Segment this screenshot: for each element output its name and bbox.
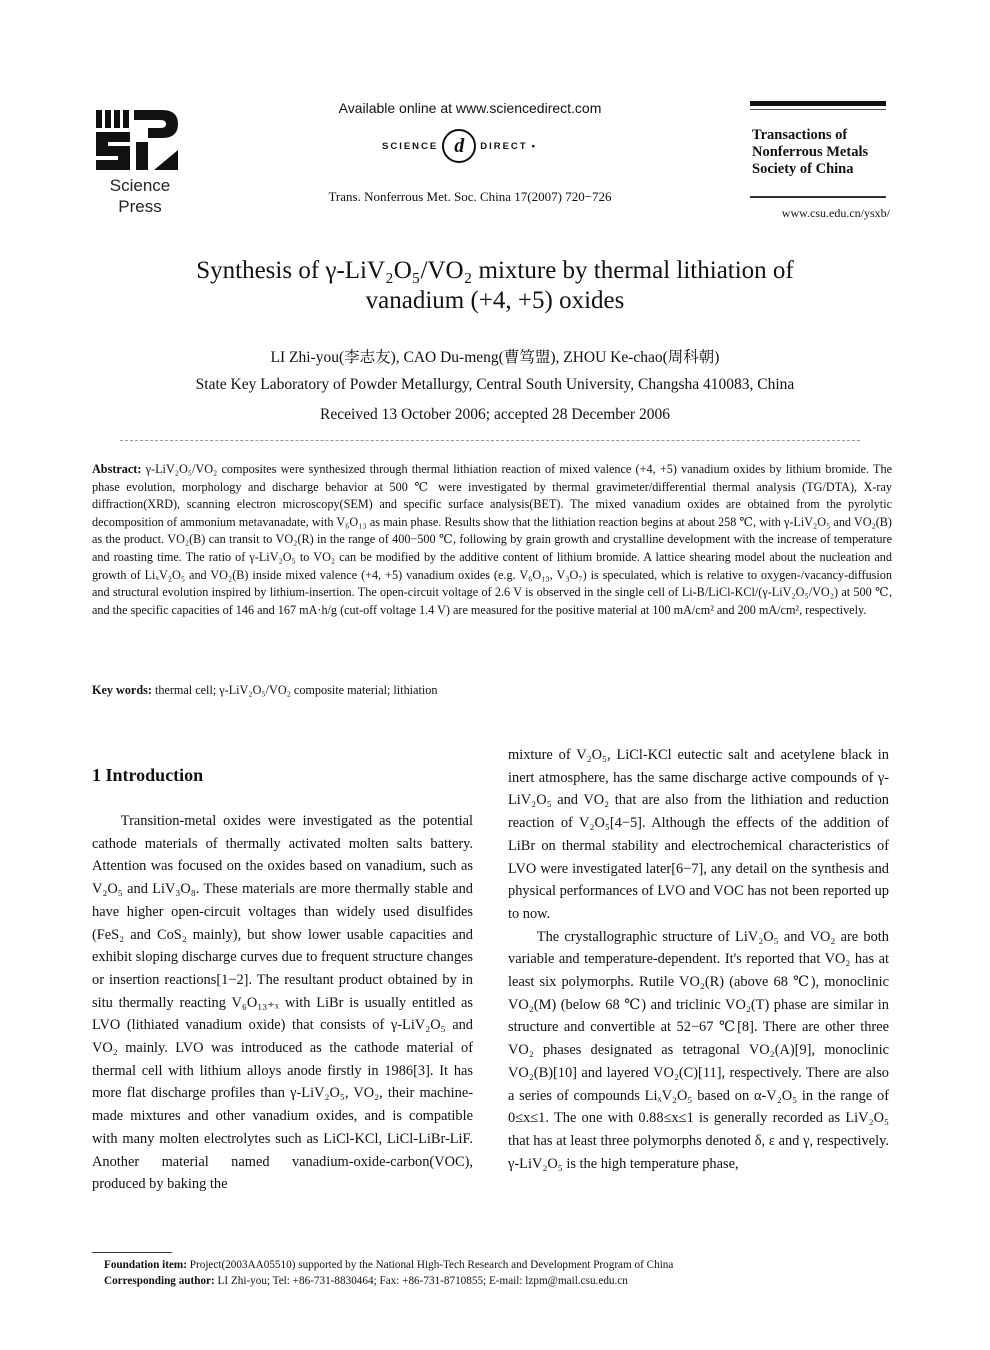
available-online: Available online at www.sciencedirect.com [338,100,602,116]
keywords [92,683,892,698]
foundation-item: Foundation item: Project(2003AA05510) supported by the National High-Tech Research and Development Program of China [104,1259,674,1271]
column-right [508,744,889,1175]
journal-website: www.csu.edu.cn/ysxb/ [781,206,890,220]
divider [120,440,860,441]
sciencedirect-mark: d [442,129,476,163]
article-title: Synthesis of γ-LiV₂O₅/VO₂ mixture by thermal lithiation of vanadium (+4, +5) oxides [196,257,794,314]
journal-name: Transactions of Nonferrous Metals Society of China [752,127,869,177]
header-rule-thin [750,109,886,110]
abstract-label: Abstract: [92,462,142,476]
abstract [92,461,892,619]
authors: LI Zhi-you(李志友), CAO Du-meng(曹笃盟), ZHOU Ke-chao(周科朝) [270,349,720,366]
received-dates: Received 13 October 2006; accepted 28 December 2006 [320,406,670,423]
paragraph: The crystallographic structure of LiV₂O₅ and VO₂ are both variable and temperature-dependent. It's reported that VO₂ has at least six polymorphs. Rutile VO₂(R) (above 68 ℃), monoclinic VO₂(M) (below 68 ℃) and triclinic VO₂(T) phase are similar in structure and convertible at 52−67 ℃[8]. There are other three VO₂ phases designated as tetragonal VO₂(A)[9], monoclinic VO₂(B)[10] and layered VO₂(C)[11], respectively. There are also a series of compounds LiₓV₂O₅ based on α-V₂O₅ in the range of 0≤x≤1. The one with 0.88≤x≤1 is generally recorded as LiV₂O₅ that has at least three polymorphs denoted δ, ε and γ, respectively. γ-LiV₂O₅ is the high temperature phase, [508,928,889,1172]
footnote-rule [92,1252,172,1253]
paragraph: mixture of V₂O₅, LiCl-KCl eutectic salt and acetylene black in inert atmosphere, has the same discharge active compounds of γ-LiV₂O₅ and VO₂ that are also from the lithiation and reduction reaction of V₂O₅[4−5]. Although the effects of the addition of LiBr on thermal stability and electrochemical characteristics of LVO were investigated later[6−7], any detail on the synthesis and physical performances of LVO and VOC has not been reported up to now. [508,747,889,922]
header-rule-lower [750,196,886,198]
section-heading: 1 Introduction [92,765,204,785]
corresponding-author: Corresponding author: LI Zhi-you; Tel: +86-731-8830464; Fax: +86-731-8710855; E-mail: lzpm@mail.csu.edu.cn [104,1275,628,1287]
affiliation: State Key Laboratory of Powder Metallurgy, Central South University, Changsha 410083, China [195,376,795,393]
footnote [104,1257,904,1289]
column-left [92,810,473,1196]
publisher-name: Science Press [109,176,171,216]
keywords-label: Key words: [92,683,152,697]
journal-citation: Trans. Nonferrous Met. Soc. China 17(2007) 720−726 [328,189,612,204]
keywords-text: thermal cell; γ-LiV₂O₅/VO₂ composite material; lithiation [154,683,438,697]
abstract-text: γ-LiV₂O₅/VO₂ composites were synthesized through thermal lithiation reaction of mixed valence (+4, +5) vanadium oxides by lithium bromide. The phase evolution, morphology and discharge behavior at 500 ℃ were investigated by thermal gravimeter/differential thermal analysis (TG/DTA), X-ray diffraction(XRD), scanning electron microscopy(SEM) and specific surface analysis(BET). The mixed vanadium oxides are obtained from the pyrolytic decomposition of ammonium metavanadate, with V₆O₁₃ as main phase. Results show that the lithiation reaction begins at about 258 ℃, with γ-LiV₂O₅ and VO₂(B) as the product. VO₂(B) can transit to VO₂(R) in the range of 400−500 ℃, following by grain growth and crystalline development with the increase of temperature and roasting time. The ratio of γ-LiV₂O₅ to VO₂ can be modified by the additive content of lithium bromide. A lattice shearing model about the nucleation and growth of LiₓV₂O₅ and VO₂(B) inside mixed valence (+4, +5) vanadium oxides (e.g. V₆O₁₃, V₃O₇) is speculated, which is relative to oxygen-/vacancy-diffusion and structural evolution inspired by lithium-insertion. The open-circuit voltage of 2.6 V is observed in the single cell of Li-B/LiCl-KCl/(γ-LiV₂O₅/VO₂) at 500 ℃, and the specific capacities of 146 and 167 mA·h/g (cut-off voltage 1.4 V) are measured for the positive material at 100 mA/cm² and 200 mA/cm², respectively. [92,462,892,617]
header-rule [750,101,886,106]
paragraph: Transition-metal oxides were investigated as the potential cathode materials of thermally activated molten salts battery. Attention was focused on the oxides based on vanadium, such as V₂O₅ and LiV₃O₈. These materials are more thermally stable and have higher open-circuit voltages than widely used disulfides (FeS₂ and CoS₂ mainly), but show lower usable capacities and exhibit sloping discharge curves due to frequent structure changes or insertion reactions[1−2]. The resultant product obtained by in situ thermally reacting V₆O₁₃₊ₓ with LiBr is usually entitled as LVO (lithiated vanadium oxide) that consists of γ-LiV₂O₅ and VO₂ mainly. LVO was introduced as the cathode material of thermal cell with lithium alloys anode firstly in 1986[3]. It has more flat discharge profiles than γ-LiV₂O₅, VO₂, their machine-made mixtures and other vanadium oxides, and is compatible with many molten electrolytes such as LiCl-KCl, LiCl-LiBr-LiF. Another material named vanadium-oxide-carbon(VOC), produced by baking the [92,813,473,1193]
sciencedirect-logo: SCIENCE d DIRECT • [382,128,572,164]
